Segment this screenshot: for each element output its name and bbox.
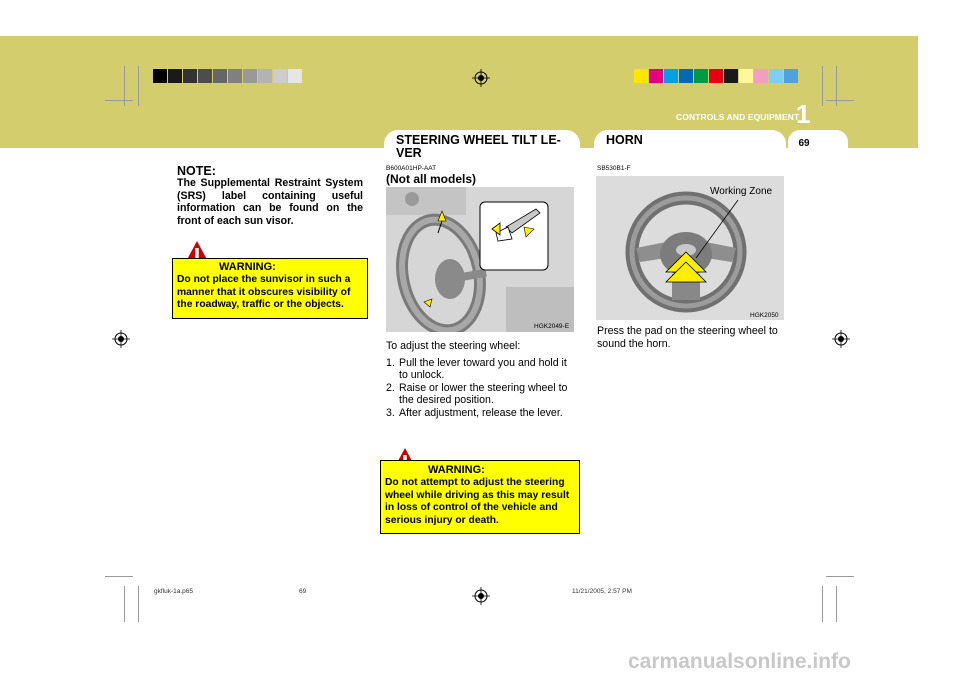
color-swatch [634, 69, 648, 83]
color-swatch [198, 69, 212, 83]
crop-mark [105, 100, 133, 101]
color-swatch [679, 69, 693, 83]
crop-mark [826, 100, 854, 101]
steering-subheading: (Not all models) [386, 172, 477, 186]
color-swatch [769, 69, 783, 83]
crop-mark [138, 66, 139, 106]
color-swatch [258, 69, 272, 83]
color-swatch [709, 69, 723, 83]
crop-mark [826, 576, 854, 577]
color-swatch [288, 69, 302, 83]
grayscale-swatches [153, 69, 303, 83]
horn-wheel-icon [596, 176, 784, 320]
horn-title: HORN [606, 133, 643, 147]
color-swatch [694, 69, 708, 83]
step-number: 3. [386, 406, 395, 419]
crop-mark [836, 66, 837, 106]
color-swatch [153, 69, 167, 83]
warning-title: WARNING: [428, 464, 485, 476]
step-text: Raise or lower the steering wheel to the desired position. [399, 381, 568, 406]
color-swatch [213, 69, 227, 83]
step-text: Pull the lever toward you and hold it to unlock. [399, 356, 567, 381]
steering-steps [386, 357, 576, 420]
steering-title: STEERING WHEEL TILT LE- VER [396, 133, 561, 160]
warning-text: Do not attempt to adjust the steering wheel while driving as this may result in loss of control of the vehicle and serious injury or death. [385, 477, 570, 526]
working-zone-label: Working Zone [710, 186, 773, 197]
crop-mark [822, 66, 823, 106]
color-swatch [649, 69, 663, 83]
horn-code: SB530B1-F [597, 165, 631, 172]
color-swatch [228, 69, 242, 83]
footer-page: 69 [299, 588, 307, 595]
steering-step [386, 382, 576, 407]
color-swatch [243, 69, 257, 83]
color-swatches [634, 69, 799, 83]
color-swatch [739, 69, 753, 83]
crop-mark [138, 586, 139, 622]
registration-mark-icon [472, 587, 490, 605]
footer-file: gkfluk-1a.p65 [154, 588, 194, 595]
watermark: carmanualsonline.info [628, 650, 851, 673]
horn-text: Press the pad on the steering wheel to sound the horn. [597, 325, 778, 350]
step-text: After adjustment, release the lever. [399, 406, 563, 419]
page-number: 69 [798, 138, 810, 149]
steering-step [386, 357, 576, 382]
section-label: CONTROLS AND EQUIPMENT [676, 112, 800, 122]
color-swatch [183, 69, 197, 83]
warning-title: WARNING: [219, 261, 276, 273]
steering-step [386, 407, 576, 420]
crop-mark [105, 576, 133, 577]
color-swatch [754, 69, 768, 83]
step-number: 2. [386, 381, 395, 394]
horn-illustration [596, 176, 784, 320]
color-swatch [664, 69, 678, 83]
color-swatch [784, 69, 798, 83]
horn-figure-code: HGK2050 [750, 312, 779, 319]
registration-mark-icon [472, 69, 490, 87]
steering-wheel-illustration [386, 187, 574, 332]
steering-figure-code: HGK2049-E [534, 323, 570, 330]
crop-mark [124, 66, 125, 106]
steering-code: B600A01HP-AAT [386, 165, 437, 172]
note-label: NOTE: [177, 164, 216, 178]
crop-mark [124, 586, 125, 622]
crop-mark [836, 586, 837, 622]
chapter-number: 1 [796, 99, 811, 129]
note-text: The Supplemental Restraint System (SRS) label containing useful information can be found on the front of each sun visor. [177, 177, 363, 227]
crop-mark [822, 586, 823, 622]
color-swatch [273, 69, 287, 83]
registration-mark-icon [832, 330, 850, 348]
footer-timestamp: 11/21/2005, 2:57 PM [572, 588, 632, 595]
steering-wheel-icon [386, 187, 574, 332]
warning-text: Do not place the sunvisor in such a manner that it obscures visibility of the roadway, traffic or the objects. [177, 274, 351, 310]
step-number: 1. [386, 356, 395, 369]
color-swatch [724, 69, 738, 83]
steering-instructions: To adjust the steering wheel: 1. Pull the lever toward you and hold it to unlock. 2. Raise or lower the steering wheel to the desired position. 3. After adjustment, release the lever. [386, 340, 576, 419]
color-swatch [168, 69, 182, 83]
registration-mark-icon [112, 330, 130, 348]
